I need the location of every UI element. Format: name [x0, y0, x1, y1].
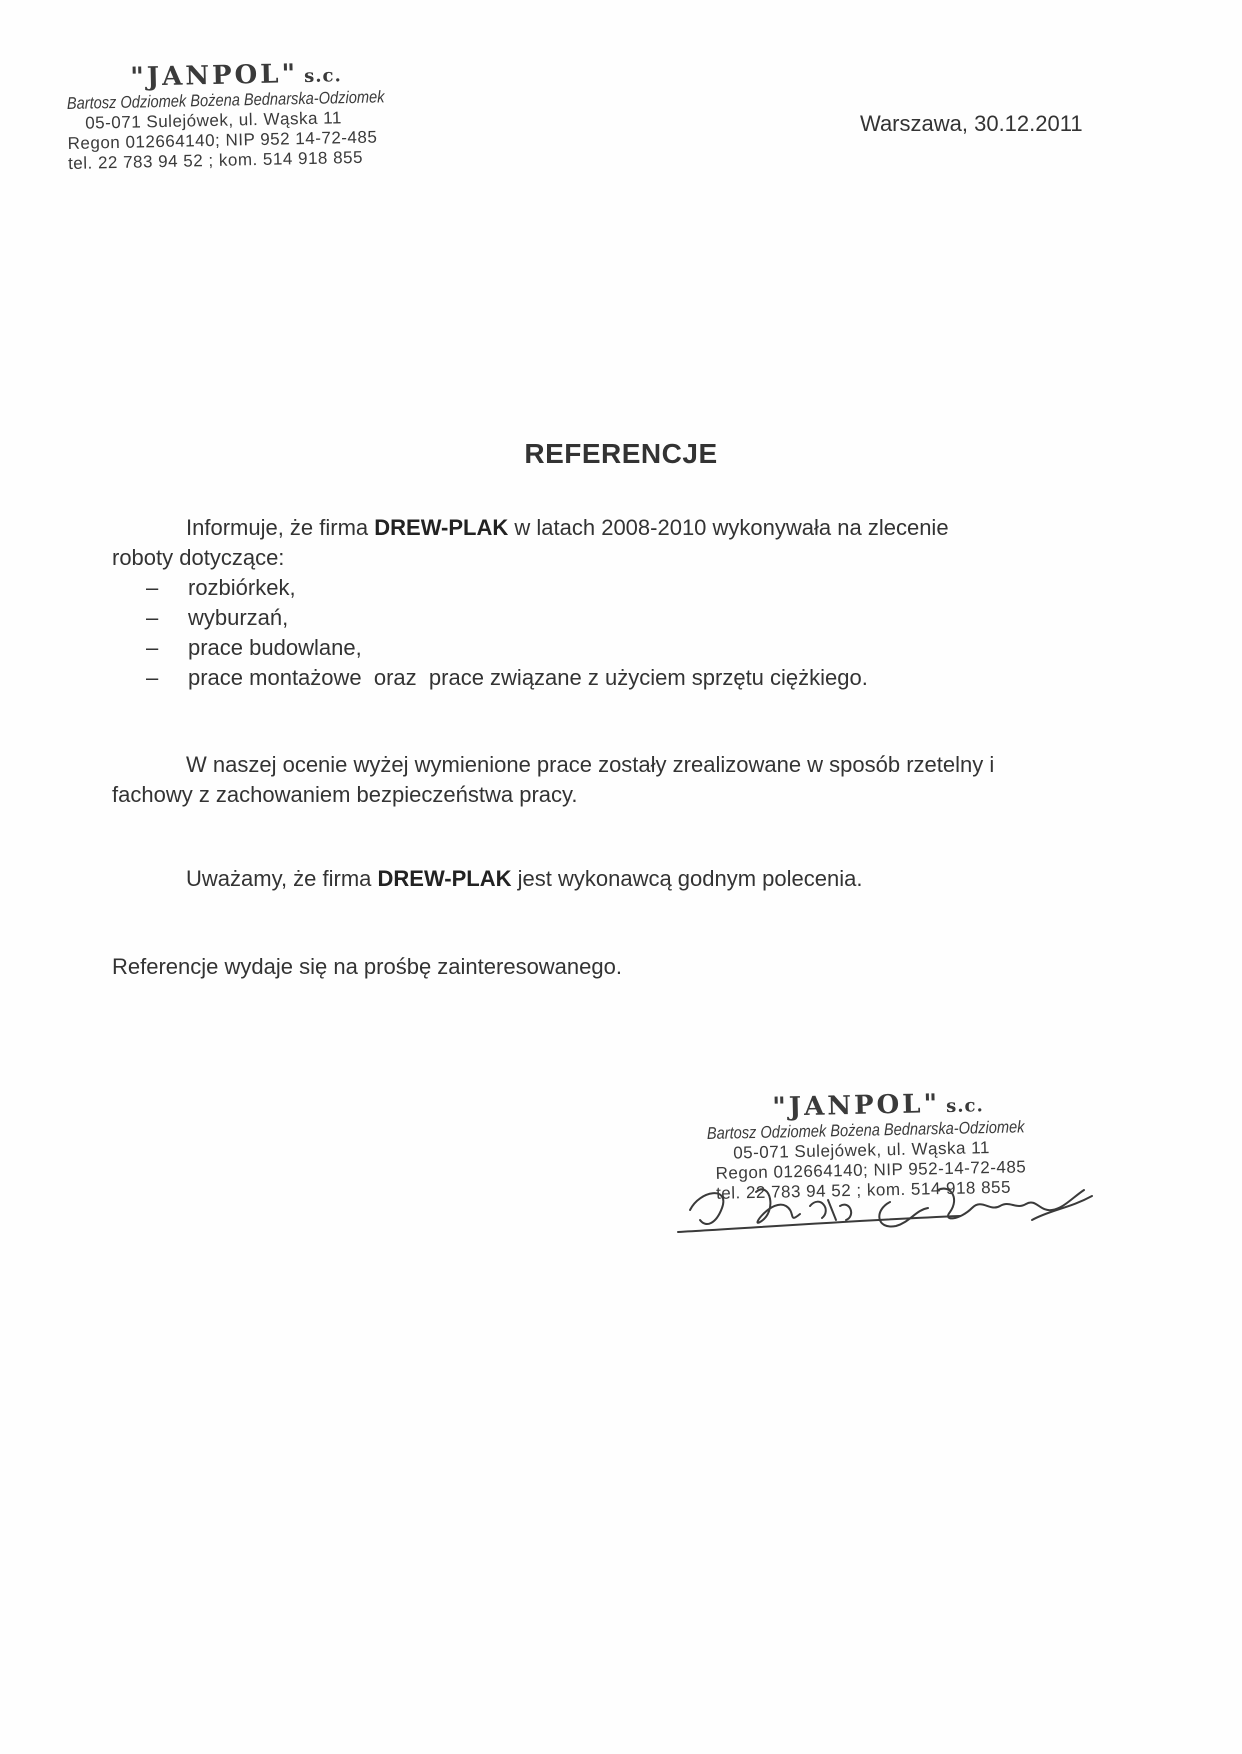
company-owners: Bartosz Odziomek Bożena Bednarska-Odziomek — [706, 1117, 1025, 1143]
work-list — [146, 573, 868, 693]
intro-line-2: roboty dotyczące: — [112, 545, 285, 570]
company-stamp-header — [66, 56, 438, 174]
company-address: 05-071 Sulejówek, ul. Wąska 11 — [85, 108, 342, 133]
document-date: Warszawa, 30.12.2011 — [860, 111, 1083, 136]
list-item: – prace budowlane, — [146, 635, 362, 660]
contractor-name: DREW-PLAK — [374, 515, 509, 540]
company-phones: tel. 22 783 94 52 ; kom. 514 918 855 — [715, 1177, 1012, 1203]
company-name: "JANPOL" s.c. — [129, 59, 342, 93]
list-item: – prace montażowe oraz prace związane z użyciem sprzętu ciężkiego. — [146, 665, 868, 690]
company-suffix: s.c. — [303, 65, 342, 88]
assessment-line-1: W naszej ocenie wyżej wymienione prace zostały zrealizowane w sposób rzetelny i — [186, 752, 995, 777]
document-title: REFERENCJE — [524, 438, 718, 469]
company-name: "JANPOL" s.c. — [771, 1089, 984, 1123]
signature-strokes — [678, 1189, 1092, 1232]
recommendation: Uważamy, że firma DREW-PLAK jest wykonawcą godnym polecenia. — [186, 866, 863, 891]
company-phones: tel. 22 783 94 52 ; kom. 514 918 855 — [67, 147, 364, 173]
handwritten-signature — [660, 1150, 1100, 1240]
company-ids: Regon 012664140; NIP 952 14-72-485 — [67, 127, 378, 153]
company-suffix: s.c. — [945, 1095, 984, 1117]
closing-statement: Referencje wydaje się na prośbę zainteresowanego. — [112, 954, 622, 979]
list-item: – wyburzań, — [146, 605, 289, 630]
contractor-name: DREW-PLAK — [377, 866, 512, 891]
list-item: – rozbiórkek, — [146, 575, 296, 600]
intro-line-1: Informuje, że firma DREW-PLAK w latach 2008-2010 wykonywała na zlecenie — [186, 515, 949, 540]
assessment-line-2: fachowy z zachowaniem bezpieczeństwa pracy. — [112, 782, 578, 807]
company-address: 05-071 Sulejówek, ul. Wąska 11 — [733, 1138, 990, 1163]
company-ids: Regon 012664140; NIP 952-14-72-485 — [715, 1157, 1027, 1183]
company-owners: Bartosz Odziomek Bożena Bednarska-Odziomek — [66, 87, 385, 113]
